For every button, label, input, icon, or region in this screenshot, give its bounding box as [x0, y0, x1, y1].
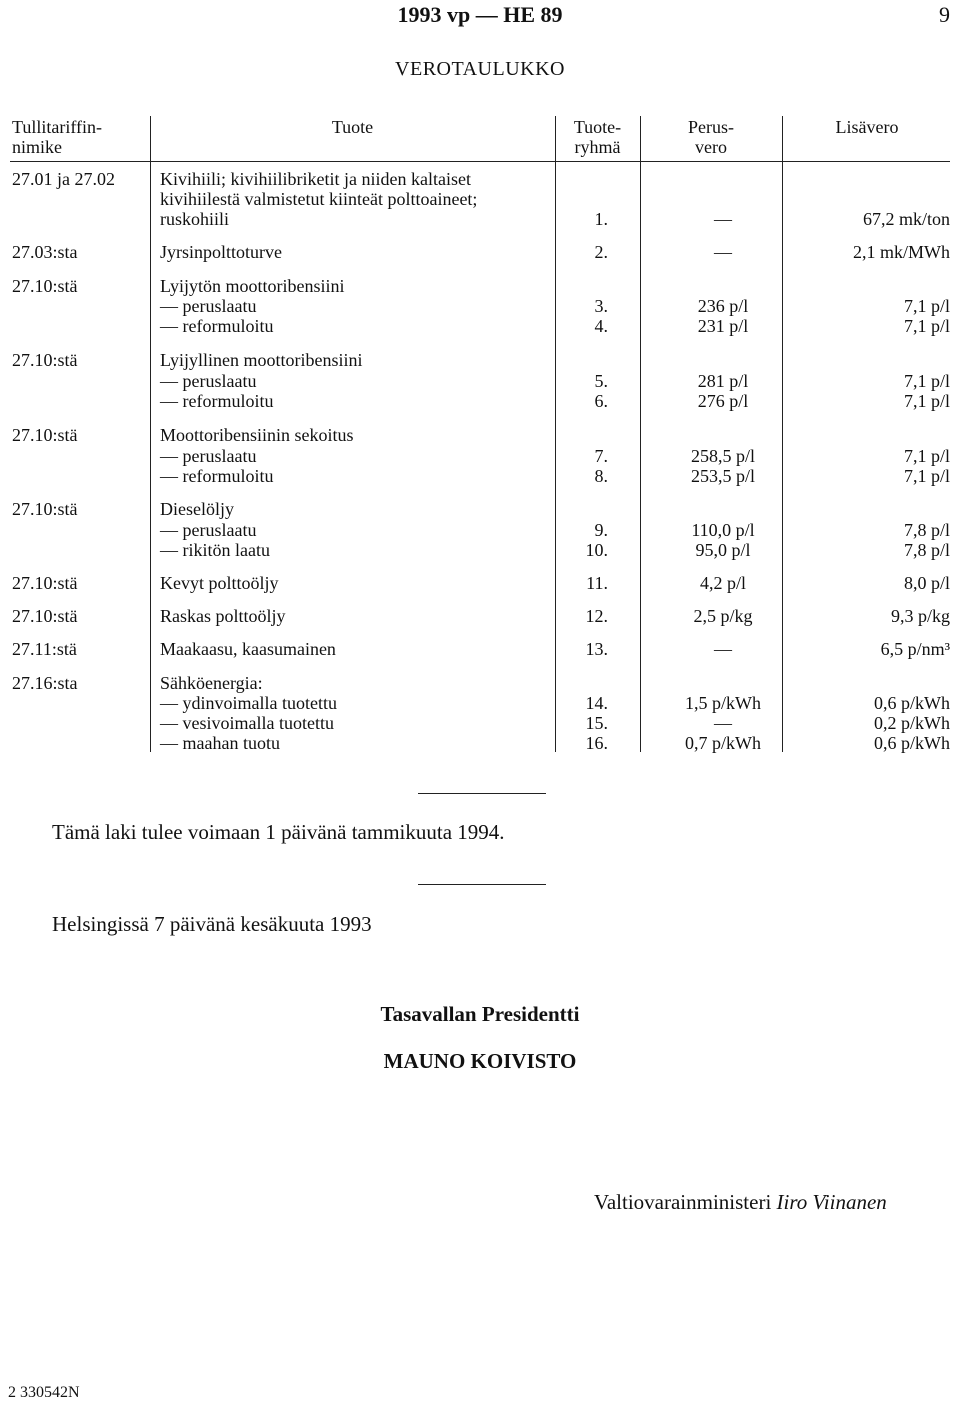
row-extra-tax: 7,1 p/l: [903, 296, 950, 316]
separator-rule: [418, 793, 546, 794]
row-group: 10.: [585, 540, 608, 560]
row-base-tax: 110,0 p/l: [691, 520, 755, 540]
minister-title: Valtiovarainministeri: [594, 1190, 772, 1214]
footer-code: 2 330542N: [8, 1384, 80, 1401]
row-code: 27.11:stä: [12, 639, 77, 659]
header-base-line2: vero: [695, 137, 727, 157]
effective-date-text: Tämä laki tulee voimaan 1 päivänä tammikuuta 1994.: [52, 820, 505, 844]
row-product: — peruslaatu: [160, 296, 257, 316]
row-code: 27.10:stä: [12, 499, 78, 519]
row-extra-tax: 6,5 p/nm³: [880, 639, 950, 659]
row-product: — peruslaatu: [160, 446, 257, 466]
row-extra-tax: 9,3 p/kg: [890, 606, 950, 626]
header-product: Tuote: [331, 117, 374, 137]
row-code: 27.10:stä: [12, 425, 78, 445]
header-base-line1: Perus-: [688, 117, 734, 137]
row-extra-tax: 8,0 p/l: [903, 573, 950, 593]
president-title: Tasavallan Presidentti: [380, 1002, 580, 1026]
row-base-tax: —: [714, 209, 732, 229]
row-group: 14.: [585, 693, 608, 713]
row-product: Lyijytön moottoribensiini: [160, 276, 345, 296]
row-extra-tax: 0,6 p/kWh: [874, 693, 950, 713]
row-code: 27.16:sta: [12, 673, 78, 693]
separator-rule: [418, 884, 546, 885]
row-group: 8.: [594, 466, 608, 486]
row-base-tax: —: [714, 713, 732, 733]
row-group: 15.: [585, 713, 608, 733]
page-header-title: 1993 vp — HE 89: [397, 2, 563, 27]
row-product: Jyrsinpolttoturve: [160, 242, 282, 262]
row-product: Sähköenergia:: [160, 673, 263, 693]
row-base-tax: —: [714, 639, 732, 659]
row-code: 27.03:sta: [12, 242, 78, 262]
row-extra-tax: 2,1 mk/MWh: [853, 242, 950, 262]
row-extra-tax: 0,2 p/kWh: [874, 713, 950, 733]
row-base-tax: 231 p/l: [697, 316, 749, 336]
column-divider: [640, 116, 641, 752]
minister-name: Iiro Viinanen: [776, 1190, 887, 1214]
place-date-text: Helsingissä 7 päivänä kesäkuuta 1993: [52, 912, 372, 936]
row-product: — maahan tuotu: [160, 733, 280, 753]
row-extra-tax: 0,6 p/kWh: [874, 733, 950, 753]
row-extra-tax: 7,8 p/l: [903, 540, 950, 560]
header-extra: Lisävero: [835, 117, 899, 137]
table-title: VEROTAULUKKO: [395, 58, 565, 80]
row-group: 2.: [594, 242, 608, 262]
row-group: 5.: [594, 371, 608, 391]
header-group-line2: ryhmä: [574, 137, 621, 157]
row-extra-tax: 7,1 p/l: [903, 391, 950, 411]
row-base-tax: 236 p/l: [697, 296, 749, 316]
row-code: 27.10:stä: [12, 276, 78, 296]
row-product: — rikitön laatu: [160, 540, 270, 560]
president-name: MAUNO KOIVISTO: [383, 1049, 577, 1073]
row-product: — peruslaatu: [160, 371, 257, 391]
row-group: 16.: [585, 733, 608, 753]
header-code-line1: Tullitariffin-: [12, 117, 103, 137]
row-group: 13.: [585, 639, 608, 659]
header-divider: [10, 161, 950, 162]
row-product: Dieselöljy: [160, 499, 234, 519]
row-product: Raskas polttoöljy: [160, 606, 286, 626]
row-base-tax: 0,7 p/kWh: [685, 733, 761, 753]
row-group: 4.: [594, 316, 608, 336]
row-base-tax: 281 p/l: [697, 371, 749, 391]
row-product: ruskohiili: [160, 209, 230, 229]
row-base-tax: 4,2 p/l: [699, 573, 746, 593]
row-group: 7.: [594, 446, 608, 466]
row-code: 27.10:stä: [12, 350, 78, 370]
row-product: Maakaasu, kaasumainen: [160, 639, 336, 659]
row-base-tax: —: [714, 242, 732, 262]
row-product: Kevyt polttoöljy: [160, 573, 279, 593]
row-product: — ydinvoimalla tuotettu: [160, 693, 337, 713]
row-product: kivihiilestä valmistetut kiinteät polttoaineet;: [160, 189, 478, 209]
row-product: — reformuloitu: [160, 466, 274, 486]
row-group: 9.: [594, 520, 608, 540]
row-extra-tax: 7,8 p/l: [903, 520, 950, 540]
row-product: Moottoribensiinin sekoitus: [160, 425, 354, 445]
row-code: 27.10:stä: [12, 606, 78, 626]
row-product: — vesivoimalla tuotettu: [160, 713, 334, 733]
row-code: 27.10:stä: [12, 573, 78, 593]
header-group-line1: Tuote-: [573, 117, 622, 137]
row-product: — reformuloitu: [160, 391, 274, 411]
row-code: 27.01 ja 27.02: [12, 169, 115, 189]
header-code-line2: nimike: [12, 137, 62, 157]
row-product: — peruslaatu: [160, 520, 257, 540]
row-group: 1.: [594, 209, 608, 229]
page-number: 9: [939, 2, 950, 27]
row-product: — reformuloitu: [160, 316, 274, 336]
row-base-tax: 95,0 p/l: [695, 540, 751, 560]
column-divider: [555, 116, 556, 752]
row-product: Lyijyllinen moottoribensiini: [160, 350, 363, 370]
row-extra-tax: 67,2 mk/ton: [862, 209, 950, 229]
row-base-tax: 1,5 p/kWh: [685, 693, 761, 713]
row-extra-tax: 7,1 p/l: [903, 466, 950, 486]
row-base-tax: 253,5 p/l: [690, 466, 755, 486]
row-group: 11.: [586, 573, 608, 593]
row-group: 3.: [594, 296, 608, 316]
row-group: 6.: [594, 391, 608, 411]
row-extra-tax: 7,1 p/l: [903, 371, 950, 391]
row-group: 12.: [585, 606, 608, 626]
column-divider: [150, 116, 151, 752]
row-base-tax: 258,5 p/l: [690, 446, 755, 466]
row-product: Kivihiili; kivihiilibriketit ja niiden kaltaiset: [160, 169, 471, 189]
minister-signature: [594, 1190, 887, 1215]
row-base-tax: 2,5 p/kg: [693, 606, 753, 626]
row-extra-tax: 7,1 p/l: [903, 446, 950, 466]
row-extra-tax: 7,1 p/l: [903, 316, 950, 336]
row-base-tax: 276 p/l: [697, 391, 749, 411]
